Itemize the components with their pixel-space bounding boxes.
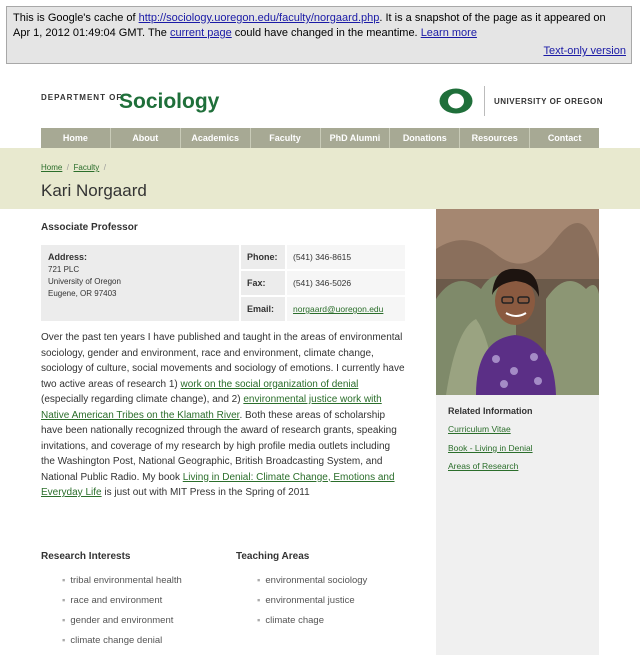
contact-table bbox=[41, 245, 405, 321]
cache-suffix: could have changed in the meantime. bbox=[231, 27, 421, 39]
teaching-areas-list bbox=[257, 573, 367, 633]
nav-item-about[interactable]: About bbox=[111, 128, 181, 148]
phone-row bbox=[241, 245, 405, 269]
breadcrumb-faculty[interactable]: Faculty bbox=[73, 163, 100, 172]
bullet-icon: ▪ bbox=[257, 595, 261, 606]
email-cell bbox=[287, 297, 405, 321]
klamath-river-link[interactable]: environmental justice work with Native American Tribes on the Klamath River bbox=[41, 394, 382, 421]
related-information-panel bbox=[436, 395, 599, 655]
list-item-label: tribal environmental health bbox=[70, 575, 182, 586]
cached-url-link[interactable]: http://sociology.uoregon.edu/faculty/norgaard.php bbox=[138, 12, 380, 24]
address-label: Address: bbox=[48, 252, 88, 262]
book-living-in-denial-link[interactable]: Book - Living in Denial bbox=[448, 443, 533, 453]
list-item bbox=[257, 613, 367, 633]
main-nav bbox=[41, 128, 599, 148]
uo-o-logo-icon[interactable] bbox=[438, 87, 474, 115]
university-name[interactable]: UNIVERSITY OF OREGON bbox=[494, 97, 603, 106]
address-line: University of Oregon bbox=[48, 277, 121, 286]
address-line: 721 PLC bbox=[48, 265, 80, 274]
faculty-photo bbox=[436, 209, 599, 395]
nav-item-resources[interactable]: Resources bbox=[460, 128, 530, 148]
breadcrumb-separator: / bbox=[103, 163, 106, 172]
cache-prefix: This is Google's cache of bbox=[13, 12, 139, 24]
bio-text: (especially regarding climate change), and 2) bbox=[41, 394, 244, 405]
bullet-icon: ▪ bbox=[257, 615, 261, 626]
current-page-link[interactable]: current page bbox=[169, 27, 232, 39]
list-item-label: gender and environment bbox=[70, 615, 174, 626]
bullet-icon: ▪ bbox=[257, 575, 261, 586]
nav-item-donations[interactable]: Donations bbox=[390, 128, 460, 148]
text-only-link[interactable]: Text-only version bbox=[543, 45, 626, 57]
breadcrumb-separator: / bbox=[66, 163, 70, 172]
bio-text: is just out with MIT Press in the Spring of 2011 bbox=[101, 487, 310, 498]
list-item bbox=[257, 593, 367, 613]
faculty-role: Associate Professor bbox=[41, 222, 138, 233]
nav-item-academics[interactable]: Academics bbox=[181, 128, 251, 148]
list-item-label: race and environment bbox=[70, 595, 163, 606]
phone-label: Phone: bbox=[241, 245, 285, 269]
curriculum-vitae-link[interactable]: Curriculum Vitae bbox=[448, 424, 511, 434]
list-item bbox=[62, 573, 182, 593]
research-interests-list bbox=[62, 573, 182, 653]
nav-item-faculty[interactable]: Faculty bbox=[251, 128, 321, 148]
bio-paragraph bbox=[41, 330, 405, 501]
list-item bbox=[62, 593, 182, 613]
logo-divider bbox=[484, 86, 485, 116]
list-item-label: environmental justice bbox=[265, 595, 355, 606]
areas-of-research-link[interactable]: Areas of Research bbox=[448, 461, 519, 471]
bullet-icon: ▪ bbox=[62, 575, 66, 586]
department-of-label: DEPARTMENT OF bbox=[41, 93, 123, 102]
address-line: Eugene, OR 97403 bbox=[48, 289, 117, 298]
page-title: Kari Norgaard bbox=[41, 181, 147, 200]
book-link[interactable]: Living in Denial: Climate Change, Emotions and Everyday Life bbox=[41, 471, 395, 498]
list-item bbox=[62, 633, 182, 653]
address-cell bbox=[41, 245, 239, 321]
list-item-label: climate chage bbox=[265, 615, 324, 626]
breadcrumb-home[interactable]: Home bbox=[41, 163, 63, 172]
nav-item-phd-alumni[interactable]: PhD Alumni bbox=[321, 128, 391, 148]
bullet-icon: ▪ bbox=[62, 615, 66, 626]
list-item bbox=[257, 573, 367, 593]
bio-text: . Both these areas of scholarship have been nationally recognized through the award of research grants, speaking invitations, and coverage of my research by high profile media outlets including the Washington Post, National Geographic, British Broadcasting System, and National Public Radio. My book bbox=[41, 409, 397, 483]
research-interests-heading: Research Interests bbox=[41, 551, 131, 562]
bullet-icon: ▪ bbox=[62, 635, 66, 646]
cache-middle: . It is a snapshot of the page as it appeared on Apr 1, 2012 01:49:04 GMT. The bbox=[13, 12, 606, 39]
list-item bbox=[62, 613, 182, 633]
phone-value: (541) 346-8615 bbox=[287, 245, 405, 269]
list-item-label: climate change denial bbox=[70, 635, 163, 646]
cache-banner bbox=[6, 6, 632, 64]
bio-text: Over the past ten years I have published and taught in the areas of environmental sociology, gender and environment, race and environment, climate change, sociology of culture, social movements and sociology of emotions. I currently have two active areas of research 1) bbox=[41, 332, 405, 390]
related-information-heading: Related Information bbox=[448, 406, 533, 416]
email-row bbox=[241, 297, 405, 321]
denial-research-link[interactable]: work on the social organization of denial bbox=[180, 378, 359, 390]
email-link[interactable]: norgaard@uoregon.edu bbox=[293, 304, 384, 314]
nav-item-home[interactable]: Home bbox=[41, 128, 111, 148]
list-item-label: environmental sociology bbox=[265, 575, 368, 586]
learn-more-link[interactable]: Learn more bbox=[420, 27, 477, 39]
email-label: Email: bbox=[241, 297, 285, 321]
fax-row bbox=[241, 271, 405, 295]
teaching-areas-heading: Teaching Areas bbox=[236, 551, 310, 562]
bullet-icon: ▪ bbox=[62, 595, 66, 606]
fax-label: Fax: bbox=[241, 271, 285, 295]
fax-value: (541) 346-5026 bbox=[287, 271, 405, 295]
department-logo-text[interactable]: Sociology bbox=[119, 90, 220, 113]
breadcrumb bbox=[41, 163, 106, 172]
nav-item-contact[interactable]: Contact bbox=[530, 128, 599, 148]
